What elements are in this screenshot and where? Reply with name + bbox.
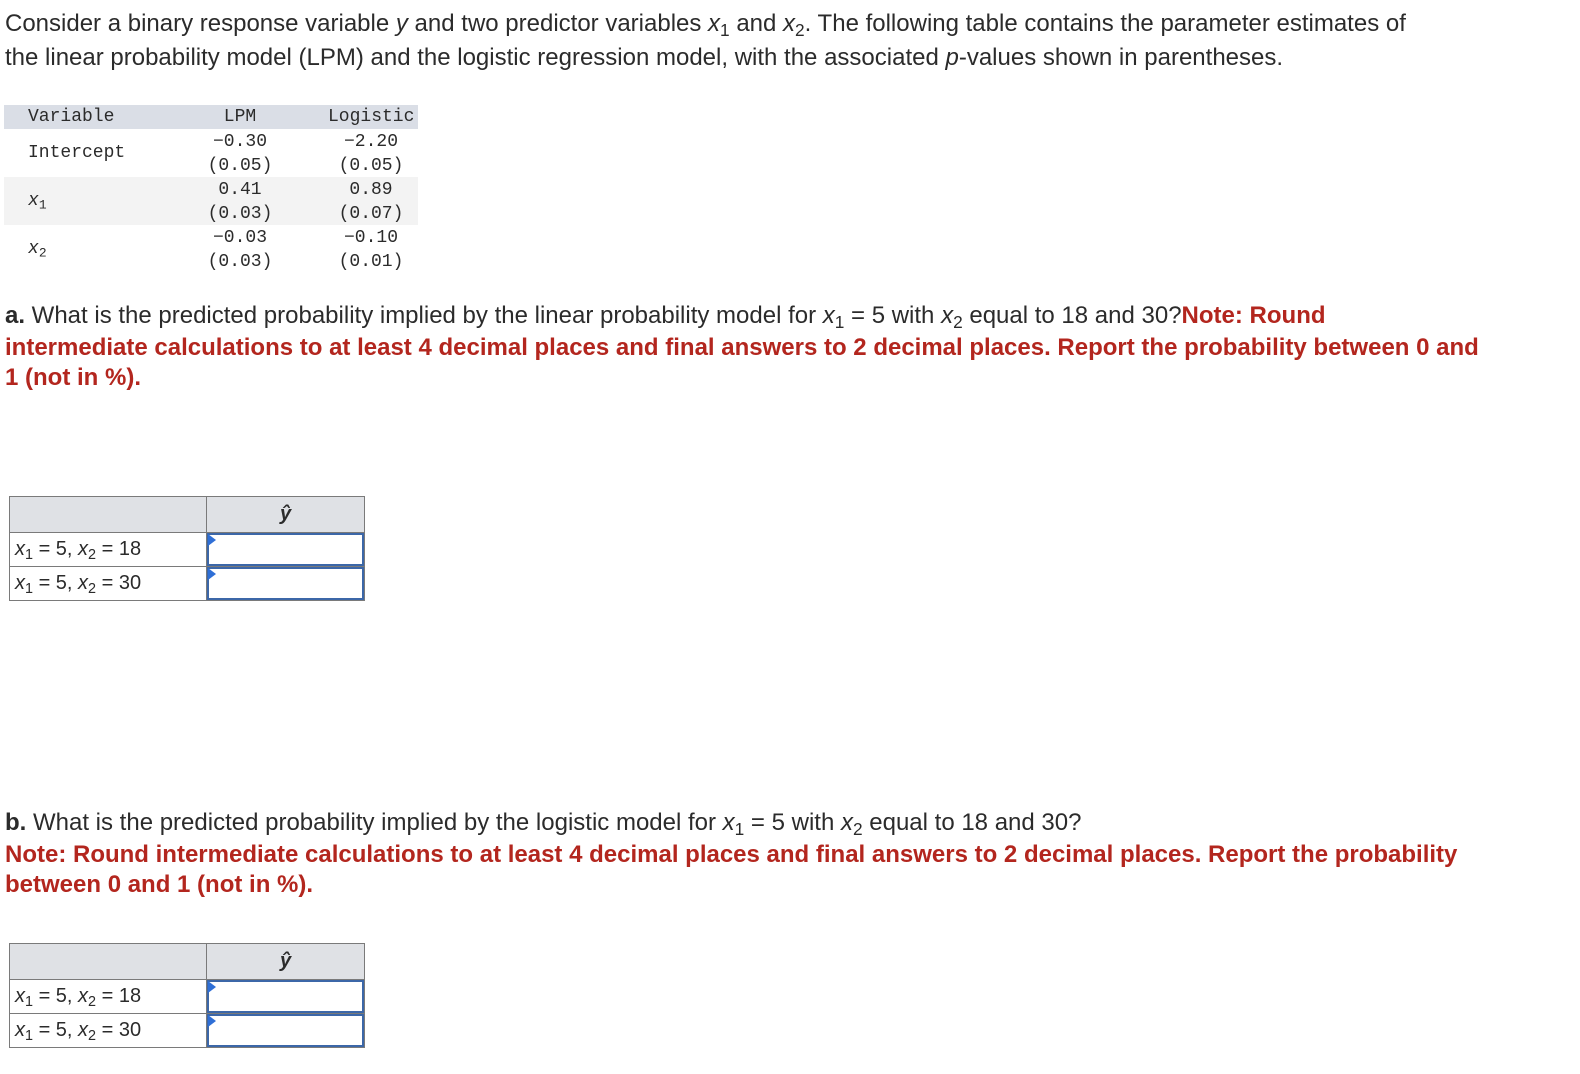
- answer-table-a: [9, 496, 365, 601]
- answer-input-a-1[interactable]: [207, 533, 364, 566]
- question-text: What is the predicted probability implied by the logistic model for: [26, 809, 723, 836]
- row-label: $x_1 = 5$, $x_2 = 30$: [10, 1014, 207, 1048]
- logistic-estimate: −0.10: [343, 228, 398, 248]
- logistic-estimate: 0.89: [349, 180, 393, 200]
- answer-input-b-2[interactable]: [207, 1014, 364, 1047]
- question-text: What is the predicted probability implied by the linear probability model for: [25, 302, 823, 329]
- row-label: $x_1 = 5$, $x_2 = 18$: [10, 980, 207, 1014]
- lpm-pvalue: (0.03): [207, 252, 273, 272]
- parameter-table: [4, 105, 418, 273]
- lpm-pvalue: (0.05): [207, 156, 273, 176]
- intro-line-2: [5, 41, 1406, 75]
- row-label: $x_1 = 5$, $x_2 = 30$: [10, 567, 207, 601]
- intro-text: and: [729, 10, 784, 37]
- question-letter: a.: [5, 302, 26, 329]
- question-a: a. What is the predicted probability implied by the linear probability model for $x_1 = 5$ with $x_2$ equal to 18 and 30?Note: Round intermediate calculations to at least 4 decimal places and final answers to 2 decimal places. Report the probability between 0 and 1 (not in %).: [5, 302, 1479, 391]
- lpm-estimate: −0.03: [212, 228, 267, 248]
- var-x1: x: [708, 10, 721, 37]
- note-text: between 0 and 1 (not in %).: [5, 871, 314, 898]
- intro-line-1: Consider a binary response variable y and two predictor variables $x_1$ and $x_2$. The following table contains the parameter estimates of: [5, 10, 1406, 40]
- answer-input-a-2[interactable]: [207, 567, 364, 600]
- row-label: $x_1 = 5$, $x_2 = 18$: [10, 533, 207, 567]
- logistic-pvalue: (0.07): [338, 204, 404, 224]
- logistic-pvalue: (0.01): [338, 252, 404, 272]
- intro-text: and two predictor variables: [407, 10, 709, 37]
- note-text: Note: Round intermediate calculations to at least 4 decimal places and final answers to 2 decimal places. Report the probability: [5, 841, 1458, 868]
- table-row: [10, 533, 365, 567]
- intro-text: the linear probability model (LPM) and the logistic regression model, with the associated: [5, 44, 946, 71]
- table-row-intercept: [4, 129, 418, 177]
- var-p: p: [945, 44, 959, 71]
- row-label: x: [28, 191, 39, 211]
- answer-table-header: [10, 944, 365, 980]
- row-label: Intercept: [28, 143, 126, 163]
- table-row: [10, 567, 365, 601]
- var-x2: x: [783, 10, 796, 37]
- header-lpm: LPM: [223, 107, 257, 127]
- note-text: intermediate calculations to at least 4 decimal places and final answers to 2 decimal places. Report the probability between 0 and: [5, 334, 1479, 361]
- row-label: x: [28, 239, 39, 259]
- question-b: b. What is the predicted probability implied by the logistic model for $x_1 = 5$ with $x_2$ equal to 18 and 30? Note: Round intermediate calculations to at least 4 decimal places and final answers to 2 decimal places. Report the probability between 0 and 1 (not in %).: [5, 809, 1458, 898]
- table-row-x1: $x_1$ 0.41 (0.03) 0.89 (0.07): [4, 177, 418, 225]
- table-row-x2: $x_2$ −0.03 (0.03) −0.10 (0.01): [4, 225, 418, 273]
- yhat-header: ŷ: [207, 944, 365, 980]
- answer-table-b: [9, 943, 365, 1048]
- intro-paragraph: [5, 7, 1406, 75]
- note-text: 1 (not in %).: [5, 364, 141, 391]
- lpm-estimate: 0.41: [218, 180, 262, 200]
- intro-text: -values shown in parentheses.: [958, 44, 1284, 71]
- answer-table-header: [10, 497, 365, 533]
- header-variable: Variable: [28, 107, 115, 127]
- intro-text: . The following table contains the parameter estimates of: [804, 10, 1406, 37]
- question-letter: b.: [5, 809, 27, 836]
- header-logistic: Logistic: [328, 107, 415, 127]
- table-row: [10, 1014, 365, 1048]
- question-text: equal to 18 and 30?: [962, 302, 1182, 329]
- intro-text: Consider a binary response variable: [5, 10, 396, 37]
- logistic-estimate: −2.20: [343, 132, 398, 152]
- answer-input-b-1[interactable]: [207, 980, 364, 1013]
- table-row: [10, 980, 365, 1014]
- lpm-estimate: −0.30: [212, 132, 267, 152]
- question-text: equal to 18 and 30?: [862, 809, 1082, 836]
- note-text: Note: Round: [1181, 302, 1326, 329]
- lpm-pvalue: (0.03): [207, 204, 273, 224]
- logistic-pvalue: (0.05): [338, 156, 404, 176]
- parameter-table-header: [4, 105, 418, 129]
- yhat-header: ŷ: [207, 497, 365, 533]
- var-y: y: [395, 10, 408, 37]
